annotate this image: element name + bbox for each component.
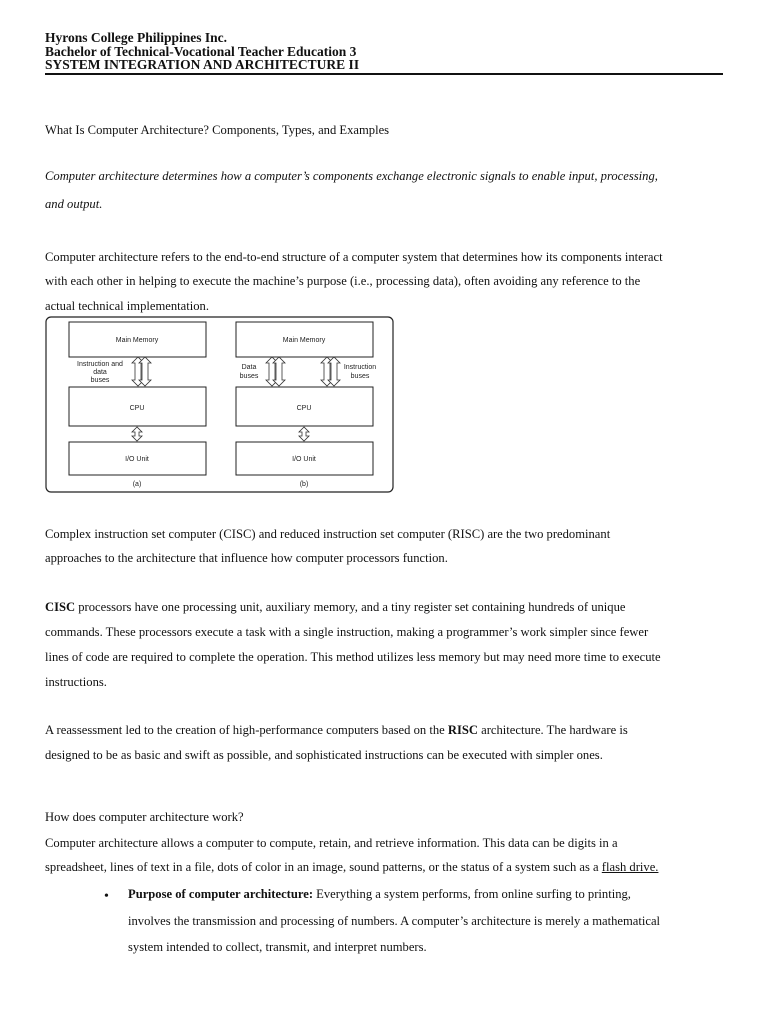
- cisc-term: CISC: [45, 600, 76, 614]
- bullet-line-1-text: Everything a system performs, from online surfing to printing,: [313, 887, 631, 901]
- header-course: SYSTEM INTEGRATION AND ARCHITECTURE II: [45, 57, 360, 72]
- how-line-2: [45, 860, 658, 875]
- cisc-line-1-text: processors have one processing unit, auxiliary memory, and a tiny register set containing hundreds of unique: [75, 600, 626, 614]
- left-bus-label-1: Instruction and: [77, 361, 123, 368]
- bullet-dot: •: [104, 889, 109, 904]
- flash-drive-link[interactable]: flash drive.: [601, 860, 659, 874]
- risc-line-2: designed to be as basic and swift as possible, and sophisticated instructions can be executed with simpler ones.: [45, 748, 603, 762]
- cisc-line-2: commands. These processors execute a task with a single instruction, making a programmer’s work simpler since fewer: [45, 625, 649, 639]
- right-main-memory-label: Main Memory: [282, 337, 326, 344]
- bullet-line-1: [128, 887, 631, 902]
- risc-term: RISC: [447, 723, 478, 737]
- cisc-line-4: instructions.: [45, 675, 107, 689]
- right-cpu-label: CPU: [296, 405, 312, 412]
- para2-line-1: Complex instruction set computer (CISC) and reduced instruction set computer (RISC) are the two predominant: [45, 527, 611, 541]
- how-line-2-text: spreadsheet, lines of text in a file, dots of color in an image, sound patterns, or the status of a system such as a: [45, 860, 602, 874]
- left-io-label: I/O Unit: [125, 456, 149, 463]
- how-heading: How does computer architecture work?: [45, 810, 244, 824]
- left-main-memory-label: Main Memory: [115, 337, 159, 344]
- header-program: Bachelor of Technical-Vocational Teacher Education 3: [45, 44, 357, 59]
- left-bus-label-2: data: [93, 369, 107, 376]
- header-institution: Hyrons College Philippines Inc.: [45, 30, 228, 45]
- page-title: What Is Computer Architecture? Components, Types, and Examples: [45, 123, 390, 137]
- right-io-label: I/O Unit: [292, 456, 316, 463]
- left-cpu-label: CPU: [129, 405, 145, 412]
- how-line-1: Computer architecture allows a computer to compute, retain, and retrieve information. This data can be digits in a: [45, 836, 618, 850]
- para1-line-2: with each other in helping to execute the machine’s purpose (i.e., processing data), often avoiding any reference to the: [45, 274, 641, 288]
- risc-line-1: [45, 723, 628, 738]
- intro-line-1: Computer architecture determines how a computer’s components exchange electronic signals to enable input, processing,: [45, 169, 658, 183]
- para2-line-2: approaches to the architecture that influence how computer processors function.: [45, 551, 448, 565]
- bullet-line-3: system intended to collect, transmit, and interpret numbers.: [128, 940, 427, 954]
- header-divider: [45, 73, 723, 75]
- risc-post: architecture. The hardware is: [477, 723, 628, 737]
- architecture-diagram: [45, 316, 394, 493]
- right-instr-label-2: buses: [350, 373, 370, 380]
- cisc-line-3: lines of code are required to complete the operation. This method utilizes less memory but may need more time to execute: [45, 650, 661, 664]
- right-data-label-1: Data: [241, 364, 257, 371]
- right-data-label-2: buses: [239, 373, 259, 380]
- cisc-line-1: [45, 600, 625, 615]
- left-caption: (a): [132, 481, 142, 488]
- right-instr-label-1: Instruction: [343, 364, 377, 371]
- risc-pre: A reassessment led to the creation of high-performance computers based on the: [45, 723, 448, 737]
- para1-line-1: Computer architecture refers to the end-to-end structure of a computer system that determines how its components interact: [45, 250, 663, 264]
- left-bus-label-3: buses: [90, 377, 110, 384]
- intro-line-2: and output.: [45, 197, 103, 211]
- bullet-line-2: involves the transmission and processing of numbers. A computer’s architecture is merely a mathematical: [128, 914, 661, 928]
- para1-line-3: actual technical implementation.: [45, 299, 210, 313]
- bullet-term: Purpose of computer architecture:: [128, 887, 314, 901]
- right-caption: (b): [299, 481, 309, 488]
